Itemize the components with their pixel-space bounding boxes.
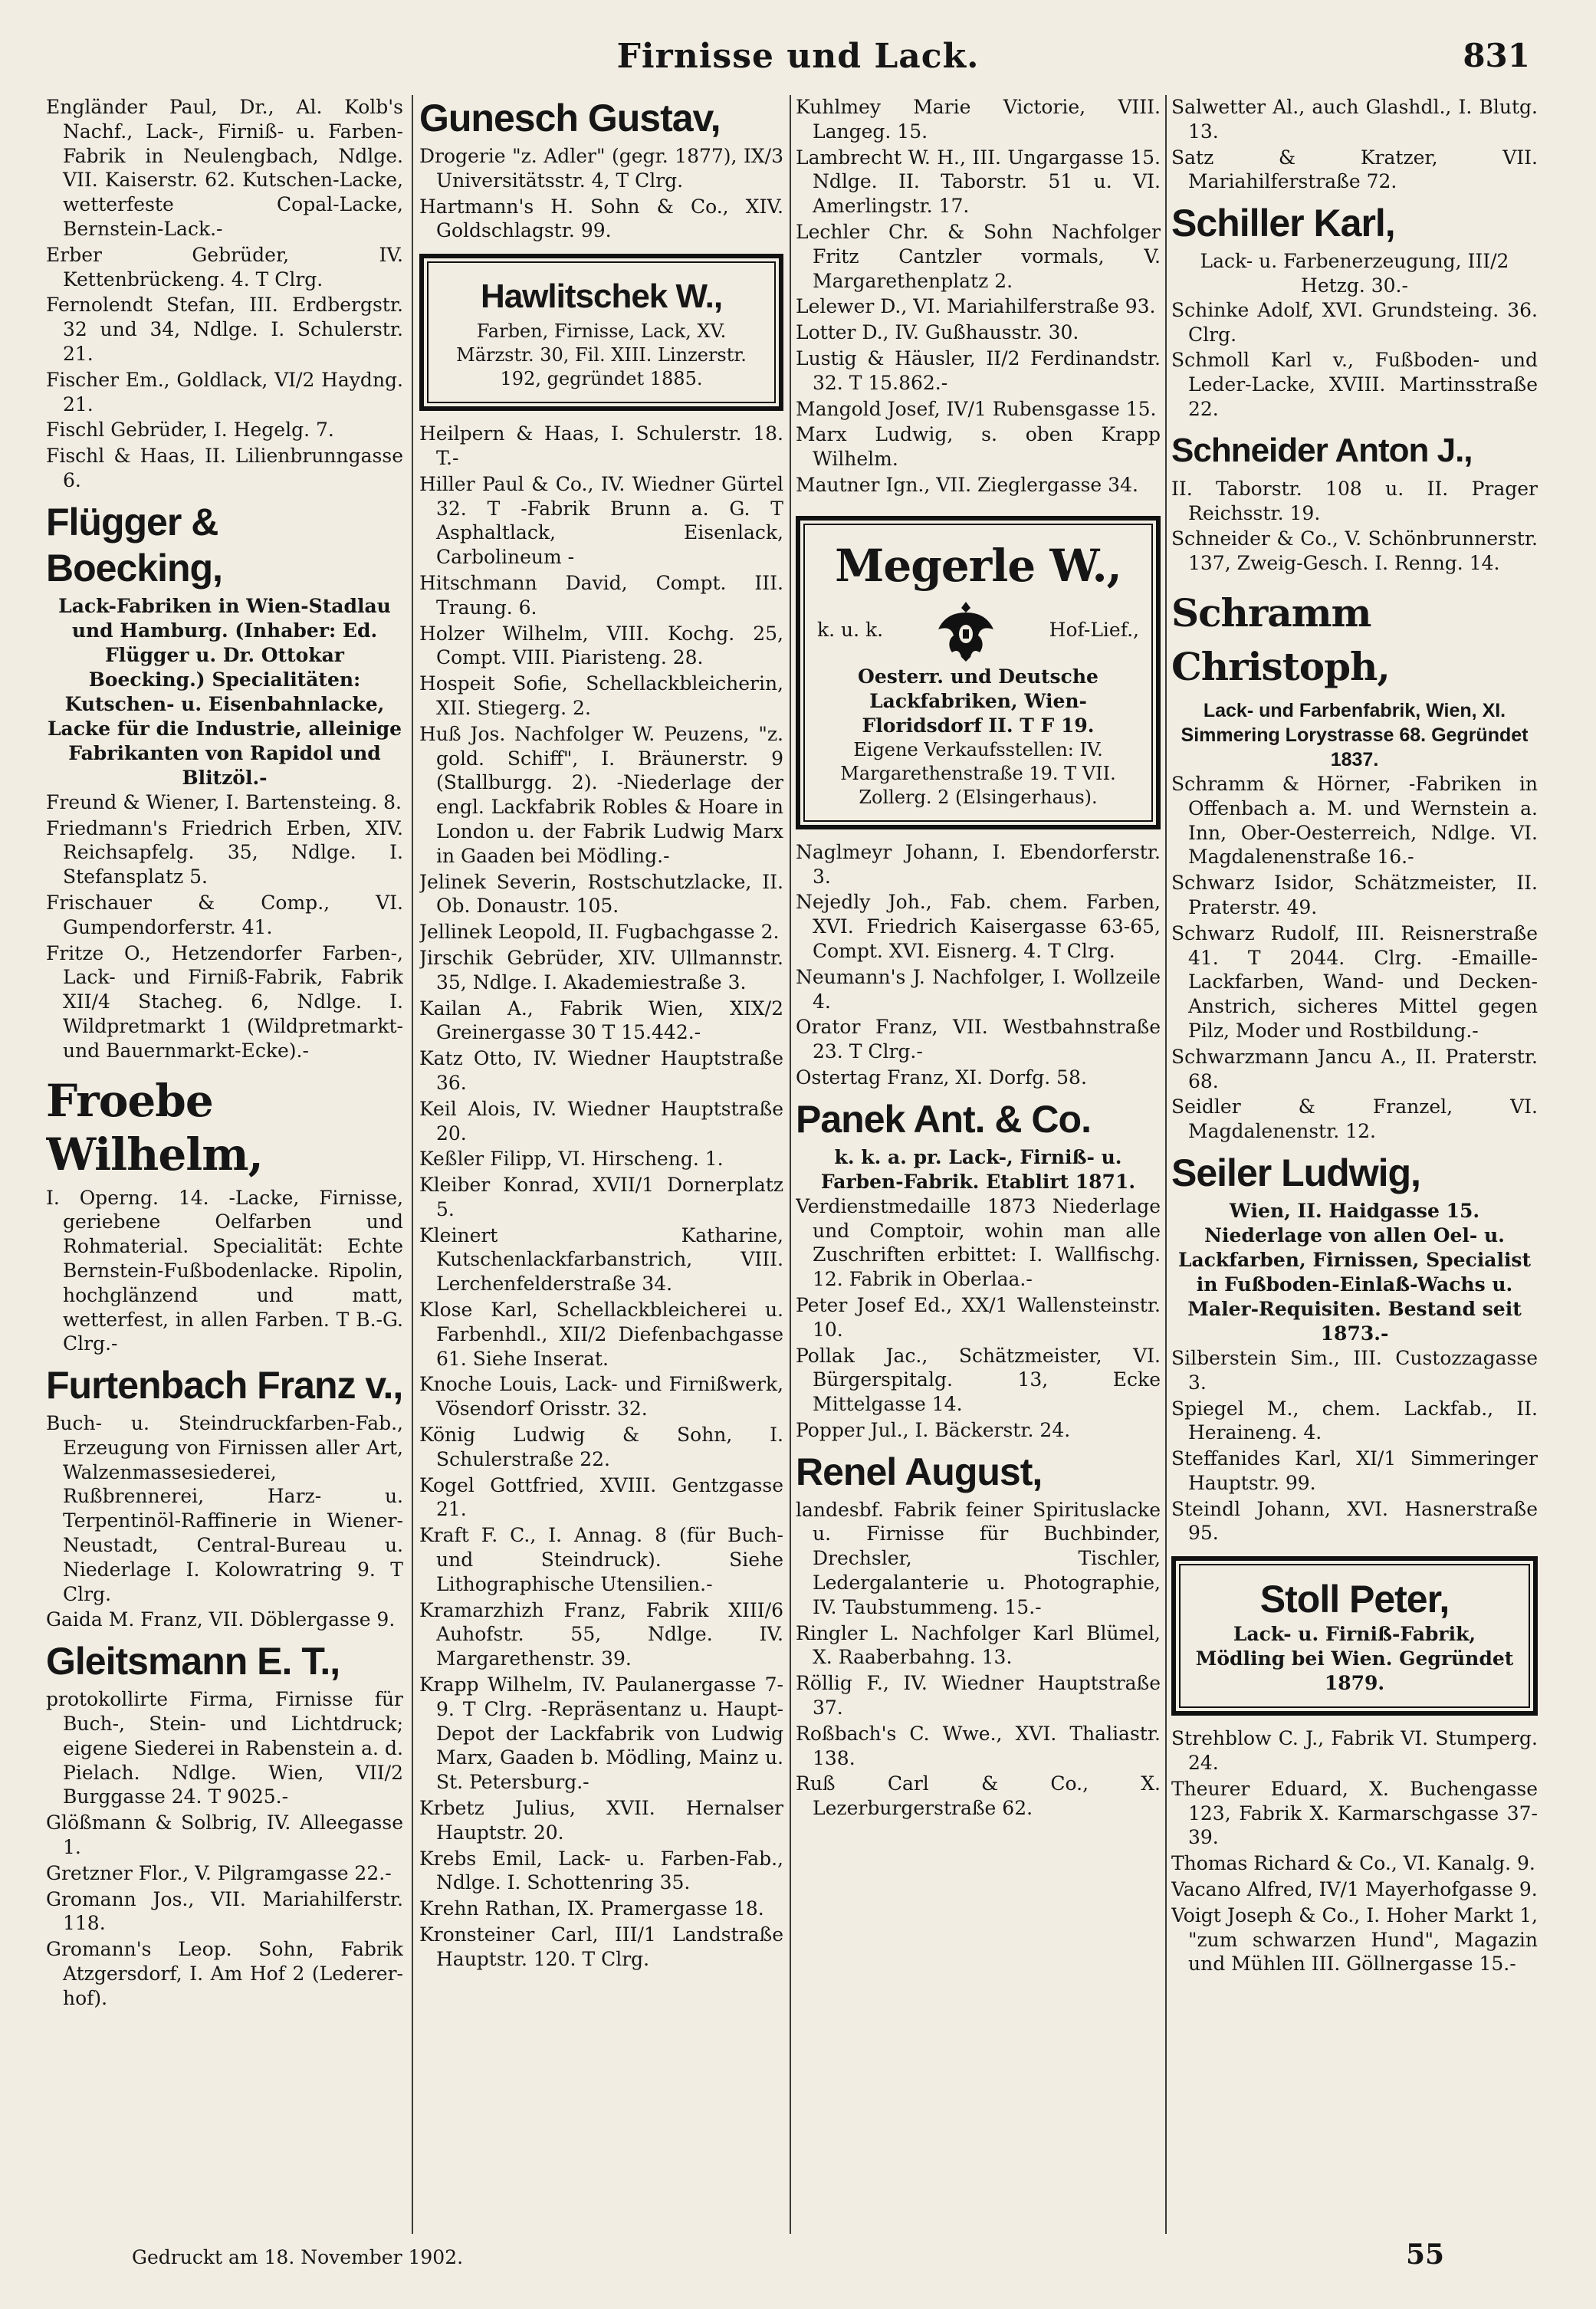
directory-entry: Naglmeyr Johann, I. Ebendorferstr. 3. — [796, 840, 1161, 888]
advert-text: Lack- u. Firniß-Fabrik, Mödling bei Wien. Gegründet 1879. — [1195, 1623, 1514, 1695]
directory-entry: Fischer Em., Goldlack, VI/2 Haydng. 21. — [46, 368, 403, 415]
advert-heading: Hawlitschek W., — [480, 278, 723, 316]
entry-list — [46, 95, 403, 493]
advert-text: Wien, II. Haidgasse 15. Niederlage von allen Oel- u. Lackfarben, Firnissen, Specialist in Fußboden-Einlaß-Wachs u. Maler-Requisiten. Bestand seit 1873.- — [1177, 1199, 1532, 1345]
directory-entry: Kramarzhizh Franz, Fabrik XIII/6 Auhofstr. 55, Ndlge. IV. Margarethenstr. 39. — [419, 1598, 783, 1670]
directory-entry: Mangold Josef, IV/1 Rubensgasse 15. — [796, 397, 1157, 420]
directory-entry: Lelewer D., VI. Mariahilferstraße 93. — [796, 295, 1156, 318]
entry-list — [796, 840, 1161, 1090]
entry-list — [796, 1293, 1161, 1443]
directory-entry: Theurer Eduard, X. Buchengasse 123, Fabrik X. Karmarschgasse 37-39. — [1171, 1777, 1538, 1849]
sheet-number: 55 — [1406, 2238, 1445, 2271]
directory-entry: Keßler Filipp, VI. Hirscheng. 1. — [419, 1148, 724, 1171]
directory-entry: Satz & Kratzer, VII. Mariahilferstraße 72. — [1171, 146, 1538, 193]
directory-entry: Friedmann's Friedrich Erben, XIV. Reichsapfelg. 35, Ndlge. I. Stefansplatz 5. — [46, 816, 403, 888]
entry-list — [1171, 1726, 1538, 1976]
entry-list — [1171, 298, 1538, 422]
advert-crest-row — [817, 596, 1139, 665]
entry-list — [46, 790, 403, 1063]
column-1 — [46, 95, 403, 2234]
directory-entry: Röllig F., IV. Wiedner Hauptstraße 37. — [796, 1672, 1161, 1719]
page-header — [0, 31, 1596, 92]
directory-entry: Thomas Richard & Co., VI. Kanalg. 9. — [1171, 1852, 1535, 1875]
advert-heading: Flügger & Boecking, — [46, 500, 222, 590]
page-title: Firnisse und Lack. — [616, 37, 980, 76]
entry-list — [796, 95, 1161, 498]
advert-text: protokollirte Firma, Firnisse für Buch-, Stein- und Lichtdruck; eigene Siederei in Rabenstein a. d. Pielach. Ndlge. Wien, VII/2 Burggasse 24. T 9025.- — [46, 1688, 403, 1808]
directory-entry: Fernolendt Stefan, III. Erdbergstr. 32 und 34, Ndlge. I. Schulerstr. 21. — [46, 294, 403, 365]
directory-entry: Heilpern & Haas, I. Schulerstr. 18. T.- — [419, 422, 783, 469]
directory-entry: Schinke Adolf, XVI. Grundsteing. 36. Clrg. — [1171, 298, 1538, 346]
directory-entry: Kraft F. C., I. Annag. 8 (für Buch- und Steindruck). Siehe Lithographische Utensilien.- — [419, 1524, 783, 1595]
directory-entry: Kleiber Konrad, XVII/1 Dornerplatz 5. — [419, 1174, 783, 1220]
directory-entry: Lustig & Häusler, II/2 Ferdinandstr. 32. T 15.862.- — [796, 347, 1161, 394]
directory-entry: Steffanides Karl, XI/1 Simmeringer Hauptstr. 99. — [1171, 1447, 1538, 1494]
directory-entry: Erber Gebrüder, IV. Kettenbrückeng. 4. T Clrg. — [46, 243, 403, 291]
directory-entry: Pollak Jac., Schätzmeister, VI. Bürgerspitalg. 13, Ecke Mittelgasse 14. — [796, 1344, 1161, 1416]
column-divider — [412, 95, 413, 2234]
print-date: Gedruckt am 18. November 1902. — [132, 2246, 464, 2268]
directory-entry: Fischl & Haas, II. Lilienbrunngasse 6. — [46, 445, 403, 491]
advert-text: Lack- und Farbenfabrik, Wien, XI. Simmering Lorystrasse 68. Gegründet 1837. — [1181, 699, 1529, 770]
directory-entry: Jirschik Gebrüder, XIV. Ullmannstr. 35, Ndlge. I. Akademiestraße 3. — [419, 946, 783, 994]
double-eagle-icon — [935, 596, 997, 665]
directory-entry: Vacano Alfred, IV/1 Mayerhofgasse 9. — [1171, 1878, 1538, 1901]
directory-entry: Gaida M. Franz, VII. Döblergasse 9. — [46, 1608, 396, 1631]
directory-entry: Voigt Joseph & Co., I. Hoher Markt 1, "zum schwarzen Hund", Magazin und Mühlen III. Göllnergasse 15.- — [1171, 1903, 1538, 1976]
directory-entry: Orator Franz, VII. Westbahnstraße 23. T Clrg.- — [796, 1016, 1161, 1063]
directory-entry: König Ludwig & Sohn, I. Schulerstraße 22. — [419, 1424, 783, 1470]
advert-box — [419, 254, 783, 411]
entry-list — [46, 1811, 403, 2010]
directory-entry: Krbetz Julius, XVII. Hernalser Hauptstr. 20. — [419, 1797, 783, 1844]
directory-entry: Gromann's Leop. Sohn, Fabrik Atzgersdorf, I. Am Hof 2 (Lederer-hof). — [46, 1938, 403, 2009]
entry-list — [1171, 772, 1538, 1144]
directory-entry: Spiegel M., chem. Lackfab., II. Heraineng. 4. — [1171, 1397, 1538, 1444]
entry-list — [1171, 1346, 1538, 1545]
advert-text: I. Operng. 14. -Lacke, Firnisse, geriebene Oelfarben und Rohmaterial. Specialität: Echte Bernstein-Fußbodenlacke. Ripolin, hochglänzend und matt, wetterfest, in allen Farben. T B.-G. Clrg.- — [46, 1186, 403, 1355]
directory-entry: Katz Otto, IV. Wiedner Hauptstraße 36. — [419, 1047, 783, 1094]
directory-entry: Knoche Louis, Lack- und Firnißwerk, Vösendorf Orisstr. 32. — [419, 1373, 783, 1421]
advert-box — [796, 516, 1161, 829]
advert-text: k. k. a. pr. Lack-, Firniß- u. Farben-Fabrik. Etablirt 1871. — [820, 1145, 1136, 1193]
advert-heading: Panek Ant. & Co. — [796, 1097, 1091, 1141]
directory-entry: Ostertag Franz, XI. Dorfg. 58. — [796, 1066, 1087, 1089]
directory-entry: Neumann's J. Nachfolger, I. Wollzeile 4. — [796, 965, 1161, 1013]
directory-entry: Mautner Ign., VII. Zieglergasse 34. — [796, 473, 1138, 496]
column-2 — [419, 95, 783, 2234]
directory-entry: Nejedly Joh., Fab. chem. Farben, XVI. Friedrich Kaisergasse 63-65, Compt. XVI. Eisnerg. 4. T Clrg. — [796, 891, 1161, 962]
advert-heading: Schneider Anton J., — [1171, 431, 1473, 469]
directory-entry: Kogel Gottfried, XVIII. Gentzgasse 21. — [419, 1473, 783, 1521]
directory-entry: Hitschmann David, Compt. III. Traung. 6. — [419, 571, 783, 619]
directory-entry: Schwarz Isidor, Schätzmeister, II. Praterstr. 49. — [1171, 872, 1538, 918]
advert-text: Lack- u. Farbenerzeugung, III/2 Hetzg. 30.- — [1200, 250, 1509, 297]
entry-list — [796, 1621, 1161, 1821]
directory-entry: Schneider & Co., V. Schönbrunnerstr. 137, Zweig-Gesch. I. Renng. 14. — [1171, 527, 1538, 575]
directory-entry: Krebs Emil, Lack- u. Farben-Fab., Ndlge. I. Schottenring 35. — [419, 1847, 783, 1894]
advert-heading: Megerle W., — [835, 539, 1121, 592]
directory-entry: Huß Jos. Nachfolger W. Peuzens, "z. gold. Schiff", I. Bräunerstr. 9 (Stallburgg. 2). -Niederlage der engl. Lackfabrik Robles & Hoare in London u. der Fabrik Ludwig Marx in Gaaden bei Mödling.- — [419, 722, 783, 867]
advert-text: landesbf. Fabrik feiner Spirituslacke u. Firnisse für Buchbinder, Drechsler, Tischler, Ledergalanterie u. Photographie, IV. Taubstummeng. 15.- — [796, 1498, 1161, 1618]
directory-entry: Roßbach's C. Wwe., XVI. Thaliastr. 138. — [796, 1722, 1161, 1769]
directory-entry: Strehblow C. J., Fabrik VI. Stumperg. 24. — [1171, 1727, 1538, 1775]
advert-heading: Stoll Peter, — [1259, 1578, 1450, 1621]
directory-entry: Silberstein Sim., III. Custozzagasse 3. — [1171, 1346, 1538, 1394]
advert-heading: Froebe Wilhelm, — [46, 1074, 263, 1181]
directory-entry: Krehn Rathan, IX. Pramergasse 18. — [419, 1897, 764, 1920]
directory-entry: Marx Ludwig, s. oben Krapp Wilhelm. — [796, 423, 1161, 471]
advert-text: Oesterr. und Deutsche Lackfabriken, Wien-Floridsdorf II. T F 19. — [858, 665, 1098, 737]
advert-text: Verdienstmedaille 1873 Niederlage und Comptoir, wohin man alle Zuschriften erbittet: I. Wallfischg. 12. Fabrik in Oberlaa.- — [796, 1194, 1161, 1291]
directory-entry: Glößmann & Solbrig, IV. Alleegasse 1. — [46, 1811, 403, 1859]
advert-text: Buch- u. Steindruckfarben-Fab., Erzeugung von Firnissen aller Art, Walzenmassesiederei, Rußbrennerei, Harz- u. Terpentinöl-Raffinerie in Wiener-Neustadt, Central-Bureau u. Niederlage I. Kolowratring 9. T Clrg. — [46, 1412, 403, 1605]
directory-entry: Schmoll Karl v., Fußboden- und Leder-Lacke, XVIII. Martinsstraße 22. — [1171, 349, 1538, 420]
directory-entry: Schwarz Rudolf, III. Reisnerstraße 41. T 2044. Clrg. -Emaille-Lackfarben, Wand- und Decken-Anstrich, sicheres Mittel gegen Pilz, Moder und Rostbildung.- — [1171, 921, 1538, 1042]
advert-text: Drogerie "z. Adler" (gegr. 1877), IX/3 Universitätsstr. 4, T Clrg. — [419, 145, 783, 192]
advert-heading: Gleitsmann E. T., — [46, 1640, 340, 1683]
directory-entry: Frischauer & Comp., VI. Gumpendorferstr. 41. — [46, 891, 403, 938]
directory-entry: Holzer Wilhelm, VIII. Kochg. 25, Compt. VIII. Piaristeng. 28. — [419, 622, 783, 669]
directory-entry: Klose Karl, Schellackbleicherei u. Farbenhdl., XII/2 Diefenbachgasse 61. Siehe Inserat. — [419, 1299, 783, 1370]
directory-entry: Kleinert Katharine, Kutschenlackfarbanstrich, VIII. Lerchenfelderstraße 34. — [419, 1223, 783, 1296]
directory-entry: Hartmann's H. Sohn & Co., XIV. Goldschlagstr. 99. — [419, 195, 783, 242]
column-4 — [1171, 95, 1538, 2234]
directory-entry: Jelinek Severin, Rostschutzlacke, II. Ob. Donaustr. 105. — [419, 870, 783, 918]
directory-entry: Hiller Paul & Co., IV. Wiedner Gürtel 32. T -Fabrik Brunn a. G. T Asphaltlack, Eisenlack, Carbolineum - — [419, 472, 783, 569]
advert-heading: Schramm Christoph, — [1171, 590, 1390, 689]
column-divider — [1165, 95, 1167, 2234]
advert-heading: Schiller Karl, — [1171, 202, 1395, 245]
directory-entry: Steindl Johann, XVI. Hasnerstraße 95. — [1171, 1497, 1538, 1545]
advert-text: Lack-Fabriken in Wien-Stadlau und Hamburg. (Inhaber: Ed. Flügger u. Dr. Ottokar Boecking.) Specialitäten: Kutschen- u. Eisenbahnlacke, Lacke für die Industrie, alleinige Fabrikanten von Rapidol und Blitzöl.- — [47, 594, 402, 789]
directory-entry: Kuhlmey Marie Victorie, VIII. Langeg. 15. — [796, 96, 1161, 143]
advert-text: Farben, Firnisse, Lack, XV. Märzstr. 30, Fil. XIII. Linzerstr. 192, gegründet 1885. — [456, 320, 747, 390]
directory-entry: Schramm & Hörner, -Fabriken in Offenbach a. M. und Wernstein a. Inn, Ober-Oesterreich, Ndlge. VI. Magdalenenstraße 16.- — [1171, 772, 1538, 869]
advert-heading: Seiler Ludwig, — [1171, 1151, 1420, 1194]
directory-entry: Freund & Wiener, I. Bartensteing. 8. — [46, 790, 402, 813]
directory-entry: Schwarzmann Jancu A., II. Praterstr. 68. — [1171, 1045, 1538, 1092]
directory-entry: Jellinek Leopold, II. Fugbachgasse 2. — [419, 921, 780, 944]
advert-text: k. u. k. — [817, 618, 884, 641]
advert-heading: Furtenbach Franz v., — [46, 1364, 403, 1407]
column-divider — [790, 95, 791, 2234]
advert-heading: Renel August, — [796, 1450, 1043, 1493]
directory-entry: Ruß Carl & Co., X. Lezerburgerstraße 62. — [796, 1772, 1161, 1820]
directory-entry: Krapp Wilhelm, IV. Paulanergasse 7-9. T Clrg. -Repräsentanz u. Haupt-Depot der Lackfabrik von Ludwig Marx, Gaaden b. Mödling, Mainz u. St. Petersburg.- — [419, 1673, 783, 1794]
directory-entry: Fritze O., Hetzendorfer Farben-, Lack- und Firniß-Fabrik, Fabrik XII/4 Stacheg. 6, Ndlge. I. Wildpretmarkt 1 (Wildpretmarkt- und Bauernmarkt-Ecke).- — [46, 941, 403, 1062]
directory-entry: Popper Jul., I. Bäckerstr. 24. — [796, 1418, 1071, 1441]
column-3 — [796, 95, 1161, 2234]
entry-list — [1171, 95, 1538, 194]
advert-box — [1171, 1556, 1538, 1716]
entry-list — [419, 422, 783, 1971]
directory-entry: Fischl Gebrüder, I. Hegelg. 7. — [46, 419, 334, 442]
directory-entry: Peter Josef Ed., XX/1 Wallensteinstr. 10. — [796, 1293, 1161, 1341]
directory-entry: Lotter D., IV. Gußhausstr. 30. — [796, 321, 1079, 344]
directory-entry: Kronsteiner Carl, III/1 Landstraße Hauptstr. 120. T Clrg. — [419, 1923, 783, 1970]
directory-entry: Ringler L. Nachfolger Karl Blümel, X. Raaberbahng. 13. — [796, 1621, 1161, 1669]
directory-entry: Gromann Jos., VII. Mariahilferstr. 118. — [46, 1887, 403, 1935]
directory-entry: Lechler Chr. & Sohn Nachfolger Fritz Cantzler vormals, V. Margarethenplatz 2. — [796, 220, 1161, 292]
directory-entry: Seidler & Franzel, VI. Magdalenenstr. 12. — [1171, 1095, 1538, 1143]
directory-entry: Gretzner Flor., V. Pilgramgasse 22.- — [46, 1861, 392, 1884]
advert-heading: Gunesch Gustav, — [419, 97, 721, 140]
directory-entry: Lambrecht W. H., III. Ungargasse 15. Ndlge. II. Taborstr. 51 u. VI. Amerlingstr. 17. — [796, 146, 1161, 218]
directory-entry: Keil Alois, IV. Wiedner Hauptstraße 20. — [419, 1097, 783, 1145]
advert-text: II. Taborstr. 108 u. II. Prager Reichsstr. 19. — [1171, 477, 1538, 524]
directory-entry: Hospeit Sofie, Schellackbleicherin, XII. Stiegerg. 2. — [419, 672, 783, 719]
advert-text: Eigene Verkaufsstellen: IV. Margarethenstraße 19. T VII. Zollerg. 2 (Elsingerhaus). — [840, 738, 1116, 808]
directory-entry: Engländer Paul, Dr., Al. Kolb's Nachf., Lack-, Firniß- u. Farben-Fabrik in Neulengbach, Ndlge. VII. Kaiserstr. 62. Kutschen-Lacke, wetterfeste Copal-Lacke, Bernstein-Lack.- — [46, 96, 403, 240]
directory-entry: Kailan A., Fabrik Wien, XIX/2 Greinergasse 30 T 15.442.- — [419, 997, 783, 1044]
directory-entry: Salwetter Al., auch Glashdl., I. Blutg. 13. — [1171, 96, 1538, 143]
advert-text: Hof-Lief., — [1049, 618, 1139, 641]
page-number: 831 — [1463, 37, 1530, 74]
